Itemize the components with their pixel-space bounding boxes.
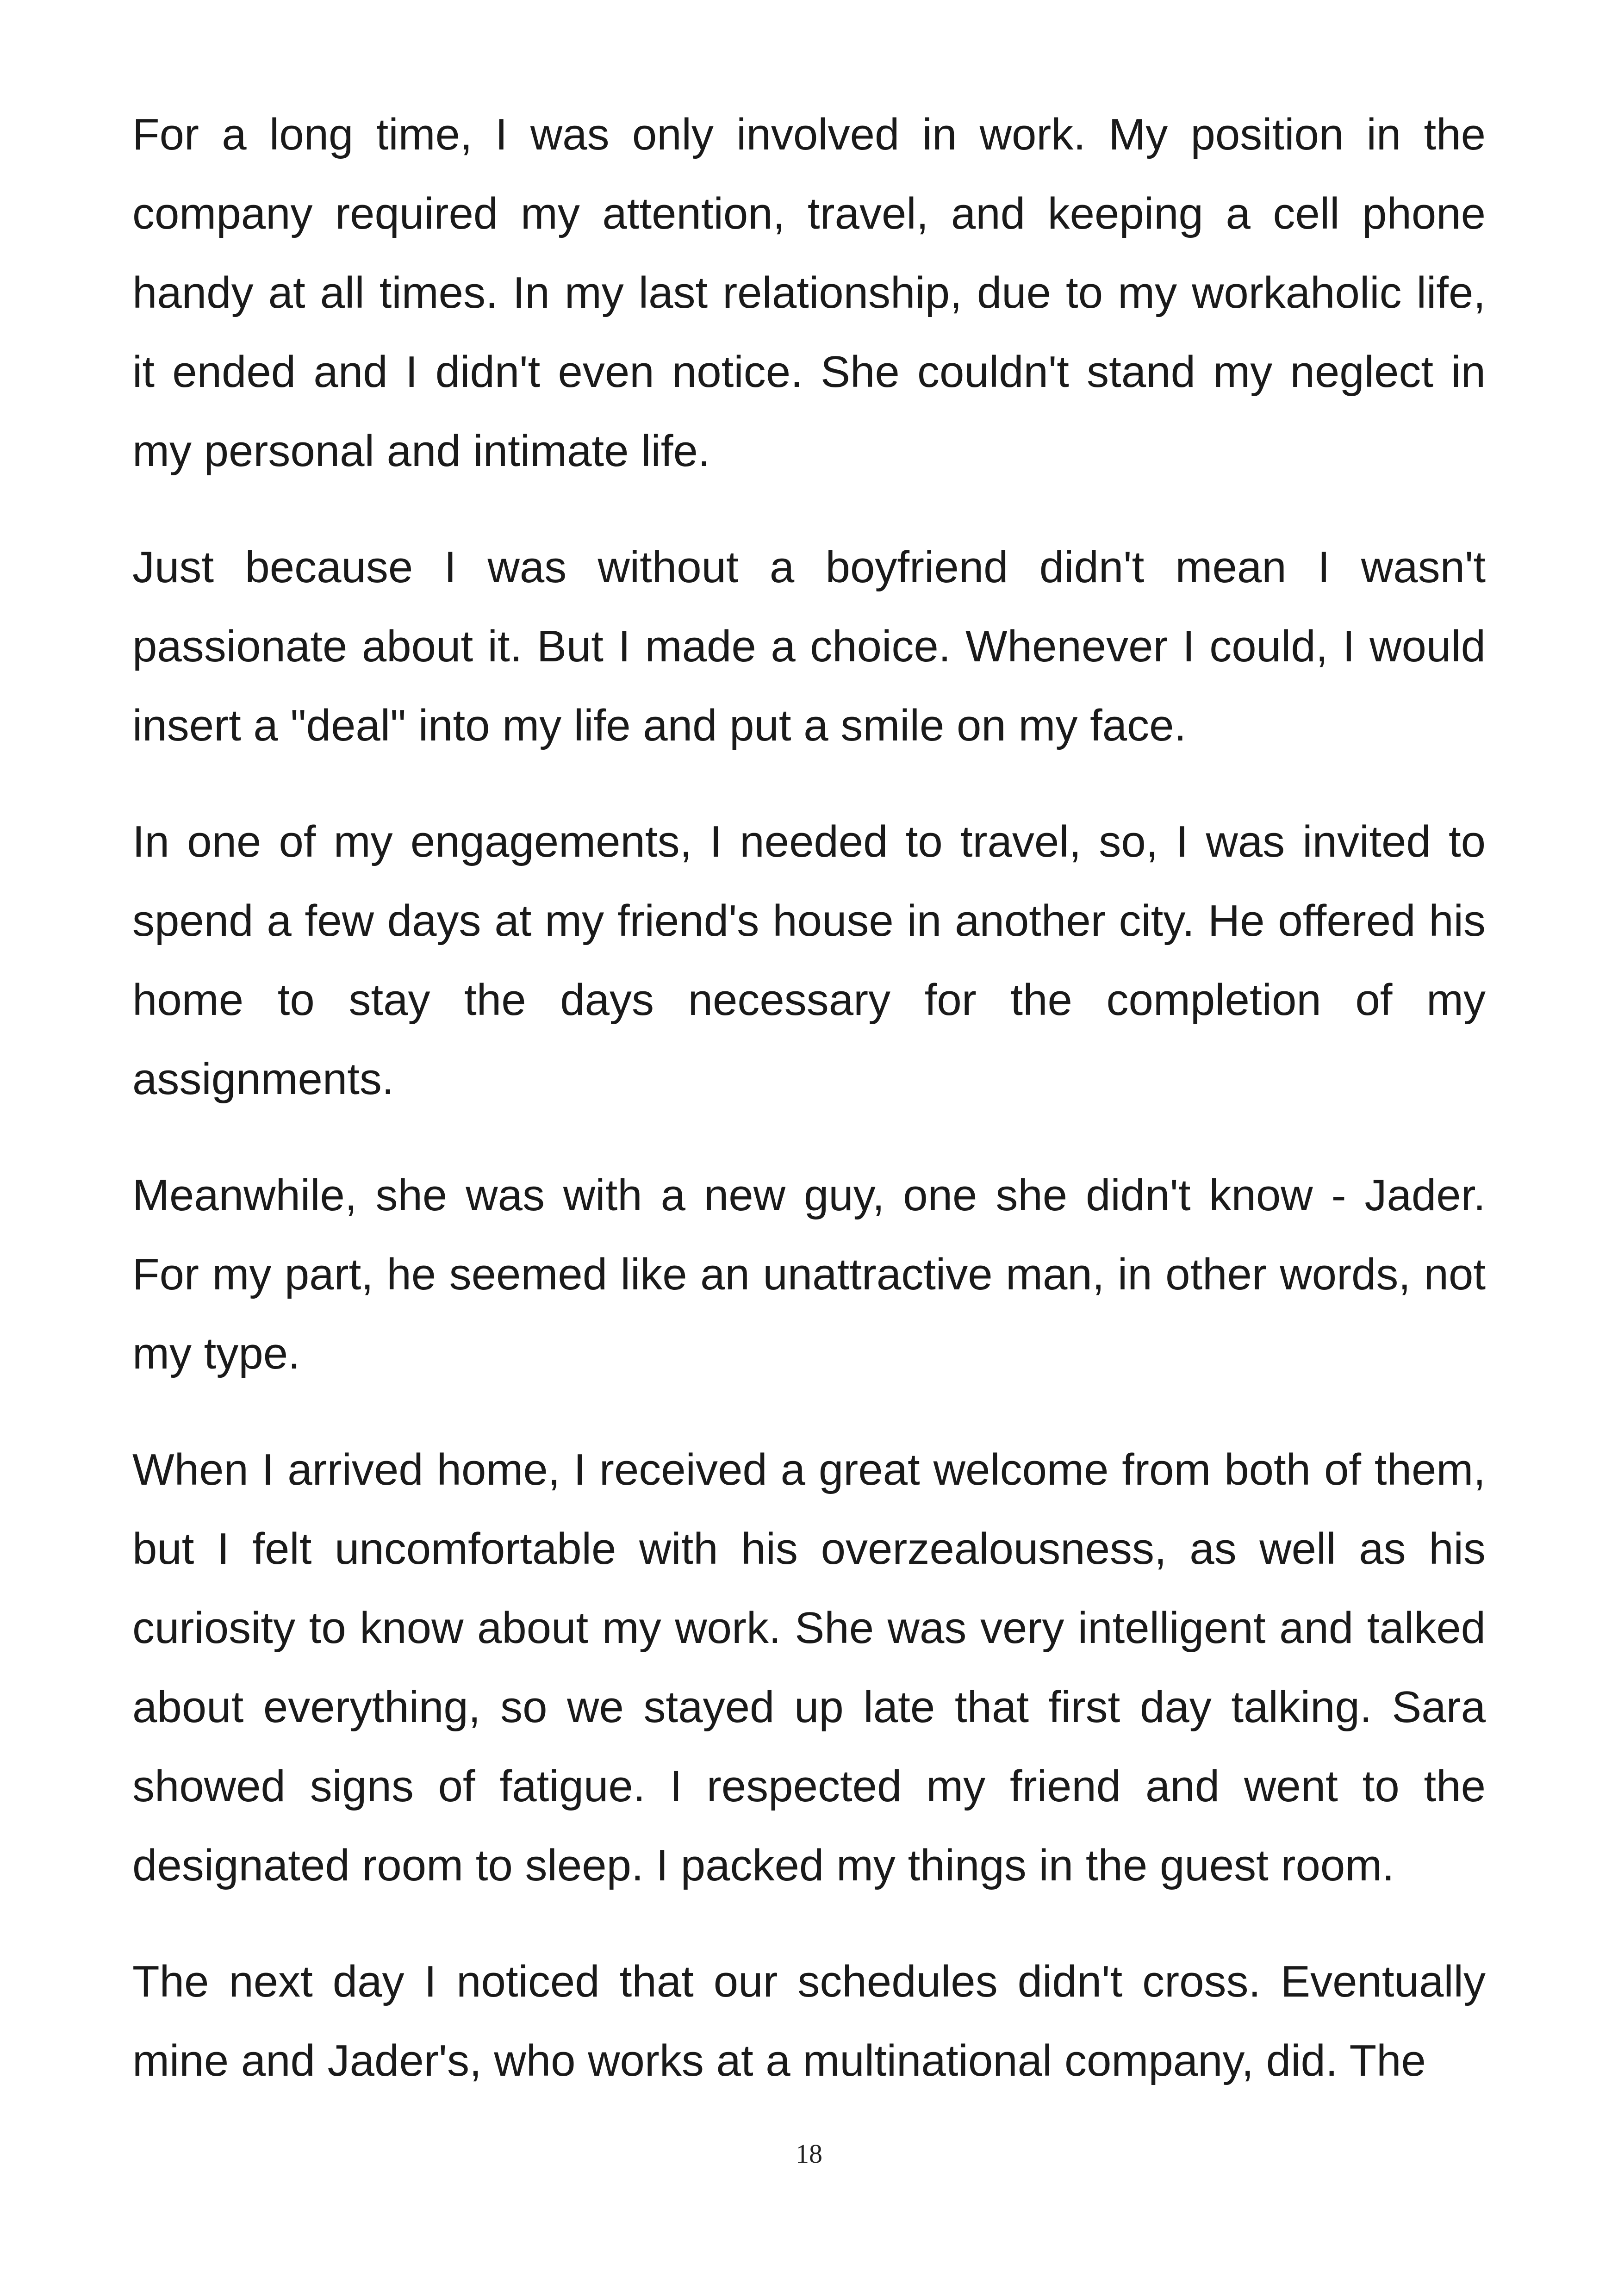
paragraph-6: The next day I noticed that our schedules didn't cross. Eventually mine and Jader's, who works at a multinational company, did. The xyxy=(132,1957,1486,2085)
paragraph-1: For a long time, I was only involved in work. My position in the company required my attention, travel, and keeping a cell phone handy at all times. In my last relationship, due to my workaholic life, it ended and I didn't even notice. She couldn't stand my neglect in my personal and intimate life. xyxy=(132,110,1486,476)
paragraph-2: Just because I was without a boyfriend didn't mean I wasn't passionate about it. But I made a choice. Whenever I could, I would insert a "deal" into my life and put a smile on my face. xyxy=(132,542,1486,750)
paragraph-4: Meanwhile, she was with a new guy, one she didn't know - Jader. For my part, he seemed like an unattractive man, in other words, not my type. xyxy=(132,1170,1486,1378)
body-text xyxy=(132,95,1486,2137)
paragraph-5: When I arrived home, I received a great welcome from both of them, but I felt uncomfortable with his overzealousness, as well as his curiosity to know about my work. She was very intelligent and talked about everything, so we stayed up late that first day talking. Sara showed signs of fatigue. I respected my friend and went to the designated room to sleep. I packed my things in the guest room. xyxy=(132,1445,1486,1890)
paragraph-3: In one of my engagements, I needed to travel, so, I was invited to spend a few days at my friend's house in another city. He offered his home to stay the days necessary for the completion of my assignments. xyxy=(132,817,1486,1104)
page-number: 18 xyxy=(796,2139,822,2169)
